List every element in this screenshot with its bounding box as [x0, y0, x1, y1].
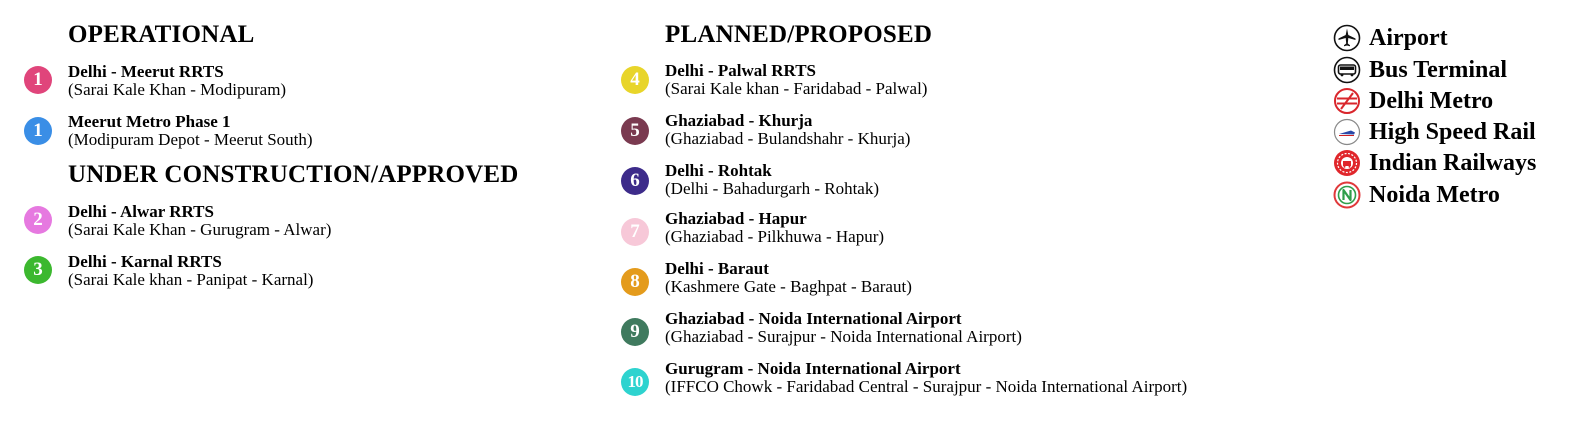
airplane-icon: [1333, 24, 1361, 52]
route-stations: (Delhi - Bahadurgarh - Rohtak): [665, 179, 880, 198]
route-number-badge: 2: [24, 206, 52, 234]
route-stations: (Sarai Kale khan - Panipat - Karnal): [68, 270, 314, 289]
noida-metro-logo-icon: [1333, 181, 1361, 209]
legend-label: Bus Terminal: [1369, 57, 1508, 83]
route-number-badge: 6: [621, 167, 649, 195]
heading-under-construction: UNDER CONSTRUCTION/APPROVED: [68, 161, 519, 188]
route-stations: (Sarai Kale khan - Faridabad - Palwal): [665, 79, 928, 98]
route-stations: (Ghaziabad - Pilkhuwa - Hapur): [665, 227, 885, 246]
route-name: Ghaziabad - Noida International Airport: [665, 309, 962, 328]
heading-operational: OPERATIONAL: [68, 21, 255, 48]
legend-label: Airport: [1369, 25, 1448, 51]
high-speed-rail-icon: [1333, 118, 1361, 146]
route-name: Ghaziabad - Khurja: [665, 111, 813, 130]
route-number-badge: 3: [24, 256, 52, 284]
route-name: Delhi - Palwal RRTS: [665, 61, 816, 80]
route-stations: (Sarai Kale Khan - Gurugram - Alwar): [68, 220, 332, 239]
route-name: Delhi - Karnal RRTS: [68, 252, 222, 271]
route-stations: (Kashmere Gate - Baghpat - Baraut): [665, 277, 912, 296]
bus-icon: [1333, 56, 1361, 84]
route-number-badge: 10: [621, 368, 649, 396]
route-name: Ghaziabad - Hapur: [665, 209, 807, 228]
route-stations: (Ghaziabad - Bulandshahr - Khurja): [665, 129, 911, 148]
legend-label: Indian Railways: [1369, 150, 1537, 176]
route-name: Gurugram - Noida International Airport: [665, 359, 961, 378]
route-name: Delhi - Rohtak: [665, 161, 772, 180]
legend-label: Noida Metro: [1369, 182, 1500, 208]
legend-label: High Speed Rail: [1369, 119, 1536, 145]
route-name: Meerut Metro Phase 1: [68, 112, 231, 131]
legend-label: Delhi Metro: [1369, 88, 1494, 114]
delhi-metro-logo-icon: [1333, 87, 1361, 115]
route-number-badge: 9: [621, 318, 649, 346]
route-name: Delhi - Alwar RRTS: [68, 202, 214, 221]
route-stations: (Modipuram Depot - Meerut South): [68, 130, 313, 149]
route-number-badge: 7: [621, 218, 649, 246]
route-stations: (Ghaziabad - Surajpur - Noida International Airport): [665, 327, 1022, 346]
route-name: Delhi - Baraut: [665, 259, 769, 278]
route-number-badge: 1: [24, 117, 52, 145]
route-number-badge: 4: [621, 66, 649, 94]
route-name: Delhi - Meerut RRTS: [68, 62, 224, 81]
route-stations: (IFFCO Chowk - Faridabad Central - Surajpur - Noida International Airport): [665, 377, 1188, 396]
route-number-badge: 8: [621, 268, 649, 296]
route-number-badge: 1: [24, 66, 52, 94]
route-stations: (Sarai Kale Khan - Modipuram): [68, 80, 287, 99]
route-number-badge: 5: [621, 117, 649, 145]
indian-railways-logo-icon: [1333, 149, 1361, 177]
heading-planned: PLANNED/PROPOSED: [665, 21, 933, 48]
